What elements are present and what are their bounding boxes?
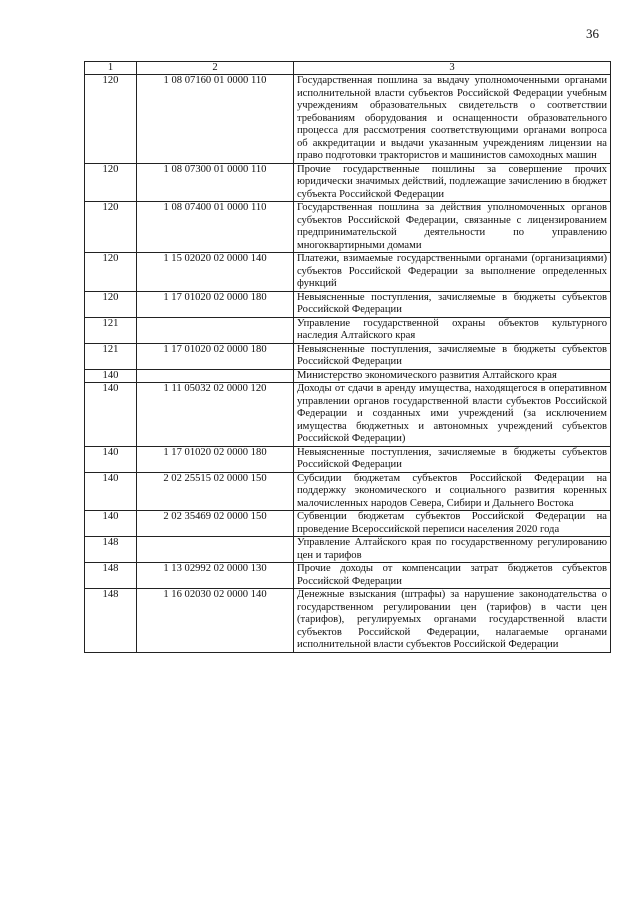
table-row [85, 563, 611, 589]
table-row [85, 253, 611, 292]
revenue-name-cell: Прочие государственные пошлины за совершение прочих юридически значимых действий, подлежащие зачислению в бюджет субъекта Российской Федерации [294, 163, 611, 202]
column-header: 2 [137, 62, 294, 75]
table-row [85, 163, 611, 202]
budget-classification-code-cell: 1 08 07160 01 0000 110 [137, 75, 294, 164]
revenue-name-cell: Управление государственной охраны объектов культурного наследия Алтайского края [294, 317, 611, 343]
revenue-name-cell: Доходы от сдачи в аренду имущества, находящегося в оперативном управлении органов государственной власти субъектов Российской Федерации и созданных ими учреждений (за исключением имущества бюджетных и автономных учреждений субъектов Российской Федерации) [294, 383, 611, 447]
budget-classification-code-cell: 1 17 01020 02 0000 180 [137, 446, 294, 472]
admin-code-cell: 120 [85, 163, 137, 202]
revenue-name-cell: Министерство экономического развития Алтайского края [294, 369, 611, 383]
table-row [85, 202, 611, 253]
admin-code-cell: 140 [85, 472, 137, 511]
admin-code-cell: 120 [85, 202, 137, 253]
table-row [85, 75, 611, 164]
budget-classification-code-cell: 1 17 01020 02 0000 180 [137, 291, 294, 317]
revenue-name-cell: Прочие доходы от компенсации затрат бюджетов субъектов Российской Федерации [294, 563, 611, 589]
budget-classification-code-cell: 1 08 07300 01 0000 110 [137, 163, 294, 202]
admin-code-cell: 140 [85, 511, 137, 537]
column-header: 1 [85, 62, 137, 75]
table-header-row [85, 62, 611, 75]
budget-classification-code-cell: 1 16 02030 02 0000 140 [137, 589, 294, 653]
revenue-name-cell: Государственная пошлина за выдачу уполномоченными органами исполнительной власти субъектов Российской Федерации учебным учреждениям образовательных свидетельств о соответствии требованиям оборудования и оснащенности образовательного процесса для рассмотрения соответствующими органами вопроса об аккредитации и выдачи указанным учреждениям лицензии на право подготовки трактористов и машинистов самоходных машин [294, 75, 611, 164]
revenue-name-cell: Управление Алтайского края по государственному регулированию цен и тарифов [294, 537, 611, 563]
column-header: 3 [294, 62, 611, 75]
admin-code-cell: 148 [85, 563, 137, 589]
revenue-name-cell: Невыясненные поступления, зачисляемые в бюджеты субъектов Российской Федерации [294, 343, 611, 369]
admin-code-cell: 148 [85, 589, 137, 653]
page-number: 36 [586, 26, 599, 41]
table-row [85, 511, 611, 537]
budget-classification-code-cell [137, 537, 294, 563]
admin-code-cell: 120 [85, 291, 137, 317]
table-row [85, 589, 611, 653]
revenue-name-cell: Невыясненные поступления, зачисляемые в бюджеты субъектов Российской Федерации [294, 291, 611, 317]
admin-code-cell: 140 [85, 383, 137, 447]
budget-classification-code-cell: 2 02 25515 02 0000 150 [137, 472, 294, 511]
budget-classification-code-cell: 2 02 35469 02 0000 150 [137, 511, 294, 537]
admin-code-cell: 140 [85, 369, 137, 383]
budget-classification-code-cell: 1 08 07400 01 0000 110 [137, 202, 294, 253]
revenue-name-cell: Государственная пошлина за действия уполномоченных органов субъектов Российской Федерации, связанные с лицензированием предпринимательской деятельности по управлению многоквартирными домами [294, 202, 611, 253]
table-row [85, 291, 611, 317]
admin-code-cell: 121 [85, 343, 137, 369]
table-row [85, 446, 611, 472]
admin-code-cell: 120 [85, 253, 137, 292]
table-row [85, 317, 611, 343]
table-row [85, 369, 611, 383]
revenue-name-cell: Платежи, взимаемые государственными органами (организациями) субъектов Российской Федерации за выполнение определенных функций [294, 253, 611, 292]
revenue-name-cell: Субвенции бюджетам субъектов Российской Федерации на проведение Всероссийской переписи населения 2020 года [294, 511, 611, 537]
admin-code-cell: 140 [85, 446, 137, 472]
admin-code-cell: 121 [85, 317, 137, 343]
budget-revenue-table [84, 61, 611, 653]
revenue-name-cell: Денежные взыскания (штрафы) за нарушение законодательства о государственном регулировании цен (тарифов) в части цен (тарифов), регулируемых органами государственной власти субъектов Российской Федерации, налагаемые органами исполнительной власти субъектов Российской Федерации [294, 589, 611, 653]
table-row [85, 343, 611, 369]
revenue-name-cell: Невыясненные поступления, зачисляемые в бюджеты субъектов Российской Федерации [294, 446, 611, 472]
budget-classification-code-cell: 1 15 02020 02 0000 140 [137, 253, 294, 292]
admin-code-cell: 120 [85, 75, 137, 164]
budget-classification-code-cell [137, 317, 294, 343]
budget-classification-code-cell: 1 11 05032 02 0000 120 [137, 383, 294, 447]
revenue-name-cell: Субсидии бюджетам субъектов Российской Федерации на поддержку экономического и социального развития коренных малочисленных народов Севера, Сибири и Дальнего Востока [294, 472, 611, 511]
budget-classification-code-cell [137, 369, 294, 383]
table-row [85, 537, 611, 563]
budget-classification-code-cell: 1 17 01020 02 0000 180 [137, 343, 294, 369]
admin-code-cell: 148 [85, 537, 137, 563]
table-row [85, 472, 611, 511]
table-row [85, 383, 611, 447]
budget-classification-code-cell: 1 13 02992 02 0000 130 [137, 563, 294, 589]
